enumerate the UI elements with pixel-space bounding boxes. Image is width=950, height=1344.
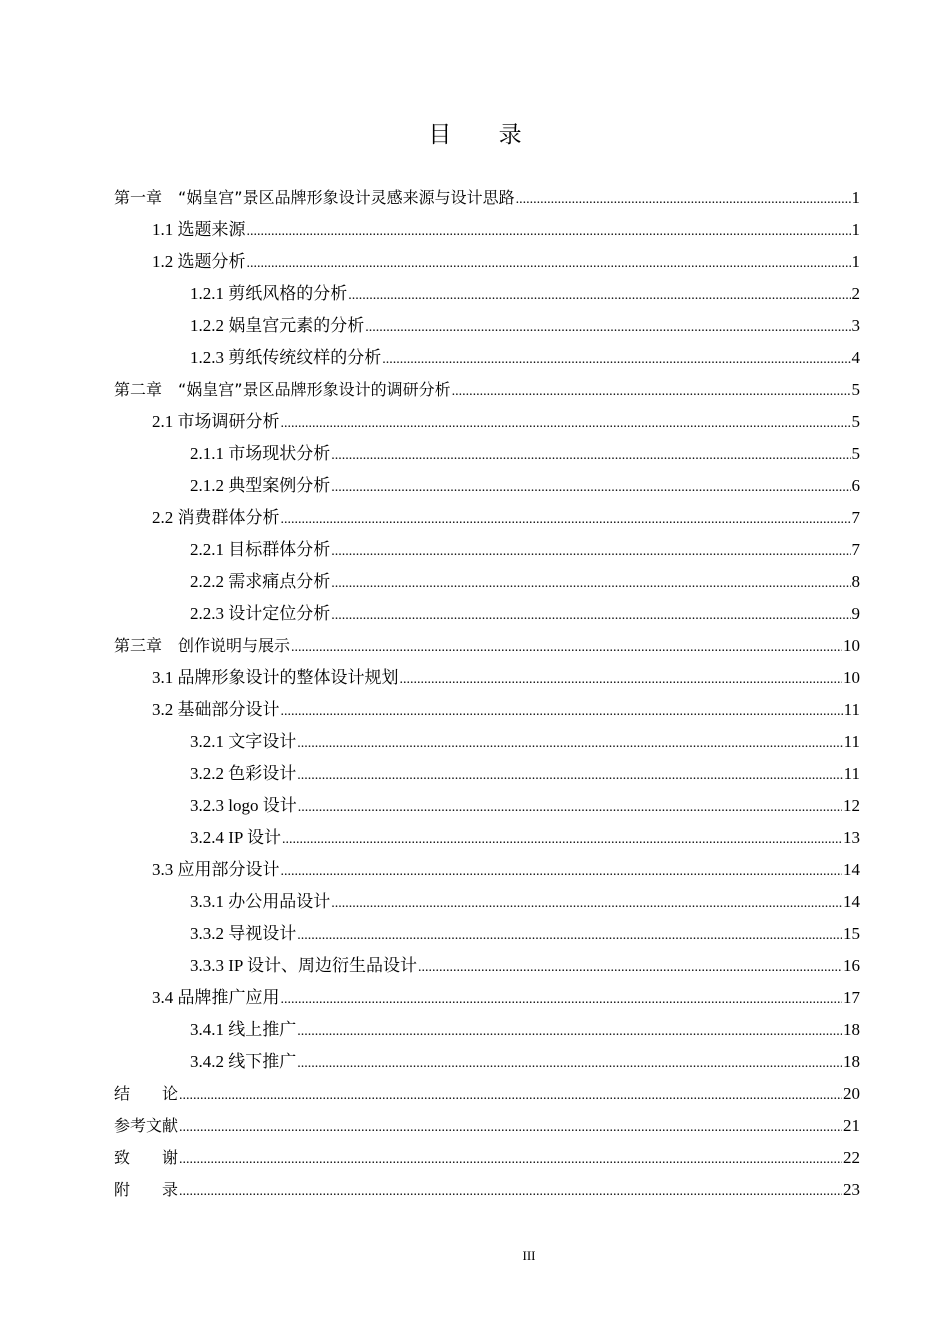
toc-entry-page-number: 13 — [843, 828, 860, 847]
toc-entry[interactable] — [114, 790, 860, 822]
toc-entry-label: 3.2.3 logo 设计 — [190, 796, 297, 815]
toc-entry[interactable] — [114, 438, 860, 470]
toc-leader-dots — [516, 184, 851, 216]
toc-entry-page-number: 18 — [843, 1020, 860, 1039]
toc-entry-page-number: 3 — [851, 316, 860, 335]
toc-leader-dots — [297, 1048, 842, 1080]
toc-entry-label: 第二章 “娲皇宫”景区品牌形象设计的调研分析 — [114, 380, 451, 399]
toc-entry[interactable] — [114, 1142, 860, 1174]
toc-entry-label: 2.2.3 设计定位分析 — [190, 604, 331, 623]
toc-entry[interactable] — [114, 662, 860, 694]
toc-entry-label: 3.4 品牌推广应用 — [152, 988, 280, 1007]
toc-leader-dots — [418, 952, 842, 984]
toc-entry-label: 1.2.3 剪纸传统纹样的分析 — [190, 348, 382, 367]
toc-entry[interactable] — [114, 982, 860, 1014]
toc-leader-dots — [331, 472, 850, 504]
toc-entry-label: 2.1.2 典型案例分析 — [190, 476, 331, 495]
toc-entry-page-number: 7 — [851, 508, 860, 527]
toc-entry-page-number: 18 — [843, 1052, 860, 1071]
toc-entry-label: 3.3 应用部分设计 — [152, 860, 280, 879]
toc-entry-page-number: 4 — [851, 348, 860, 367]
toc-leader-dots — [281, 696, 843, 728]
toc-entry[interactable] — [114, 182, 860, 214]
toc-entry-label: 3.4.1 线上推广 — [190, 1020, 297, 1039]
toc-leader-dots — [297, 1016, 842, 1048]
toc-leader-dots — [297, 920, 842, 952]
toc-leader-dots — [298, 792, 842, 824]
toc-leader-dots — [331, 440, 850, 472]
toc-entry[interactable] — [114, 918, 860, 950]
toc-entry-label: 2.1 市场调研分析 — [152, 412, 280, 431]
table-of-contents — [114, 182, 860, 1206]
toc-leader-dots — [179, 1176, 842, 1208]
toc-leader-dots — [291, 632, 842, 664]
toc-entry[interactable] — [114, 214, 860, 246]
toc-entry[interactable] — [114, 310, 860, 342]
toc-entry-page-number: 2 — [851, 284, 860, 303]
toc-entry-page-number: 11 — [843, 700, 860, 719]
toc-entry[interactable] — [114, 470, 860, 502]
toc-entry-page-number: 14 — [843, 860, 860, 879]
toc-entry[interactable] — [114, 598, 860, 630]
toc-entry-page-number: 10 — [843, 636, 860, 655]
toc-leader-dots — [281, 504, 851, 536]
toc-leader-dots — [281, 984, 843, 1016]
toc-entry-label: 1.1 选题来源 — [152, 220, 246, 239]
toc-entry-label: 2.1.1 市场现状分析 — [190, 444, 331, 463]
toc-entry-page-number: 11 — [843, 732, 860, 751]
toc-entry-label: 3.1 品牌形象设计的整体设计规划 — [152, 668, 399, 687]
toc-entry-page-number: 7 — [851, 540, 860, 559]
toc-leader-dots — [282, 824, 842, 856]
toc-entry-page-number: 23 — [843, 1180, 860, 1199]
toc-entry-label: 3.2.2 色彩设计 — [190, 764, 297, 783]
toc-leader-dots — [400, 664, 843, 696]
toc-entry-page-number: 22 — [843, 1148, 860, 1167]
toc-entry-label: 3.2.1 文字设计 — [190, 732, 297, 751]
toc-entry[interactable] — [114, 822, 860, 854]
toc-entry-label: 附 录 — [114, 1180, 179, 1199]
toc-entry-label: 3.4.2 线下推广 — [190, 1052, 297, 1071]
toc-entry-label: 1.2.2 娲皇宫元素的分析 — [190, 316, 365, 335]
toc-entry-page-number: 5 — [851, 444, 860, 463]
toc-entry-label: 1.2 选题分析 — [152, 252, 246, 271]
toc-entry-label: 2.2.2 需求痛点分析 — [190, 572, 331, 591]
toc-leader-dots — [331, 600, 850, 632]
toc-entry-page-number: 5 — [851, 380, 860, 399]
toc-leader-dots — [247, 216, 851, 248]
toc-entry[interactable] — [114, 406, 860, 438]
toc-entry-label: 2.2.1 目标群体分析 — [190, 540, 331, 559]
page-footer-number: III — [522, 1248, 536, 1263]
toc-leader-dots — [179, 1112, 842, 1144]
toc-entry[interactable] — [114, 534, 860, 566]
toc-entry[interactable] — [114, 1078, 860, 1110]
toc-entry[interactable] — [114, 950, 860, 982]
toc-entry[interactable] — [114, 694, 860, 726]
toc-entry-label: 3.3.2 导视设计 — [190, 924, 297, 943]
toc-entry[interactable] — [114, 566, 860, 598]
toc-entry[interactable] — [114, 374, 860, 406]
toc-entry-page-number: 5 — [851, 412, 860, 431]
toc-entry[interactable] — [114, 278, 860, 310]
toc-leader-dots — [348, 280, 850, 312]
toc-entry-label: 第三章 创作说明与展示 — [114, 636, 291, 655]
toc-entry-label: 3.3.3 IP 设计、周边衍生品设计 — [190, 956, 417, 975]
toc-entry-label: 3.2 基础部分设计 — [152, 700, 280, 719]
toc-entry-label: 参考文献 — [114, 1116, 179, 1135]
toc-leader-dots — [331, 888, 842, 920]
toc-entry-page-number: 21 — [843, 1116, 860, 1135]
toc-entry-page-number: 1 — [851, 252, 860, 271]
toc-leader-dots — [365, 312, 850, 344]
toc-entry[interactable] — [114, 342, 860, 374]
toc-leader-dots — [297, 760, 842, 792]
toc-entry-page-number: 1 — [851, 220, 860, 239]
toc-entry-page-number: 17 — [843, 988, 860, 1007]
toc-leader-dots — [331, 536, 850, 568]
toc-leader-dots — [179, 1080, 842, 1112]
toc-entry-label: 3.2.4 IP 设计 — [190, 828, 281, 847]
toc-entry-page-number: 9 — [851, 604, 860, 623]
toc-leader-dots — [382, 344, 850, 376]
toc-leader-dots — [281, 408, 851, 440]
toc-entry-page-number: 6 — [851, 476, 860, 495]
toc-entry-page-number: 1 — [851, 188, 860, 207]
toc-entry-page-number: 10 — [843, 668, 860, 687]
toc-entry[interactable] — [114, 886, 860, 918]
toc-entry-page-number: 11 — [843, 764, 860, 783]
toc-entry[interactable] — [114, 246, 860, 278]
toc-entry-label: 1.2.1 剪纸风格的分析 — [190, 284, 348, 303]
toc-entry-label: 结 论 — [114, 1084, 179, 1103]
toc-entry-page-number: 14 — [843, 892, 860, 911]
toc-leader-dots — [247, 248, 851, 280]
toc-entry-label: 第一章 “娲皇宫”景区品牌形象设计灵感来源与设计思路 — [114, 188, 515, 207]
toc-entry[interactable] — [114, 1174, 860, 1206]
toc-entry-page-number: 8 — [851, 572, 860, 591]
toc-entry[interactable] — [114, 1110, 860, 1142]
toc-entry-page-number: 12 — [843, 796, 860, 815]
toc-entry[interactable] — [114, 758, 860, 790]
toc-title: 目 录 — [428, 122, 542, 148]
toc-entry[interactable] — [114, 726, 860, 758]
toc-entry[interactable] — [114, 1014, 860, 1046]
toc-entry-page-number: 20 — [843, 1084, 860, 1103]
toc-leader-dots — [281, 856, 843, 888]
toc-leader-dots — [179, 1144, 842, 1176]
toc-leader-dots — [331, 568, 850, 600]
toc-entry-label: 2.2 消费群体分析 — [152, 508, 280, 527]
toc-entry[interactable] — [114, 1046, 860, 1078]
toc-entry-page-number: 16 — [843, 956, 860, 975]
toc-entry-label: 3.3.1 办公用品设计 — [190, 892, 331, 911]
toc-entry[interactable] — [114, 502, 860, 534]
toc-entry[interactable] — [114, 854, 860, 886]
toc-leader-dots — [297, 728, 842, 760]
toc-leader-dots — [452, 376, 851, 408]
toc-entry-label: 致 谢 — [114, 1148, 179, 1167]
toc-entry-page-number: 15 — [843, 924, 860, 943]
toc-entry[interactable] — [114, 630, 860, 662]
